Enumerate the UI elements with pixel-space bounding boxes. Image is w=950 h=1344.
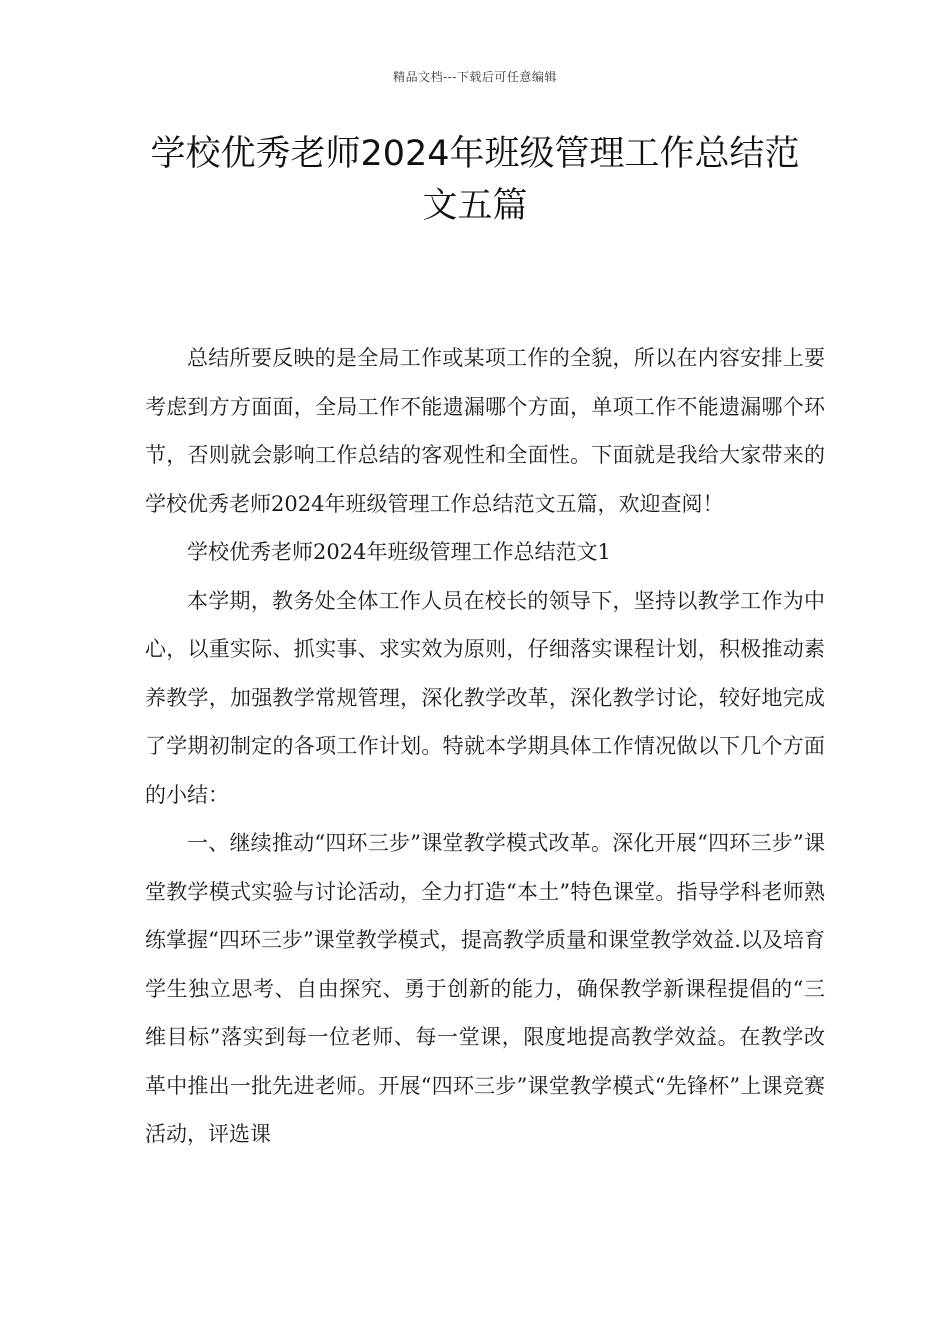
paragraph-semester-summary: 本学期，教务处全体工作人员在校长的领导下，坚持以教学工作为中心，以重实际、抓实事、求实效为原则，仔细落实课程计划，积极推动素养教学，加强教学常规管理，深化教学改革，深化教学讨论，较好地完成了学期初制定的各项工作计划。特就本学期具体工作情况做以下几个方面的小结：: [145, 588, 825, 807]
paragraph-section-heading: 学校优秀老师2024年班级管理工作总结范文1: [187, 540, 611, 564]
paragraph-point-one: 一、继续推动“四环三步”课堂教学模式改革。深化开展“四环三步”课堂教学模式实验与讨论活动，全力打造“本土”特色课堂。指导学科老师熟练掌握“四环三步”课堂教学模式，提高教学质量和课堂教学效益.以及培育学生独立思考、自由探究、勇于创新的能力，确保教学新课程提倡的“三维目标”落实到每一位老师、每一堂课，限度地提高教学效益。在教学改革中推出一批先进老师。开展“四环三步”课堂教学模式“先锋杯”上课竞赛活动，评选课: [145, 831, 825, 1146]
document-body: [145, 334, 825, 1159]
document-title: 学校优秀老师2024年班级管理工作总结范文五篇: [150, 134, 800, 226]
header-note: 精品文档---下载后可任意编辑: [393, 70, 557, 84]
paragraph-intro: 总结所要反映的是全局工作或某项工作的全貌，所以在内容安排上要考虑到方方面面，全局工作不能遗漏哪个方面，单项工作不能遗漏哪个环节，否则就会影响工作总结的客观性和全面性。下面就是我给大家带来的学校优秀老师2024年班级管理工作总结范文五篇，欢迎查阅！: [145, 346, 825, 516]
